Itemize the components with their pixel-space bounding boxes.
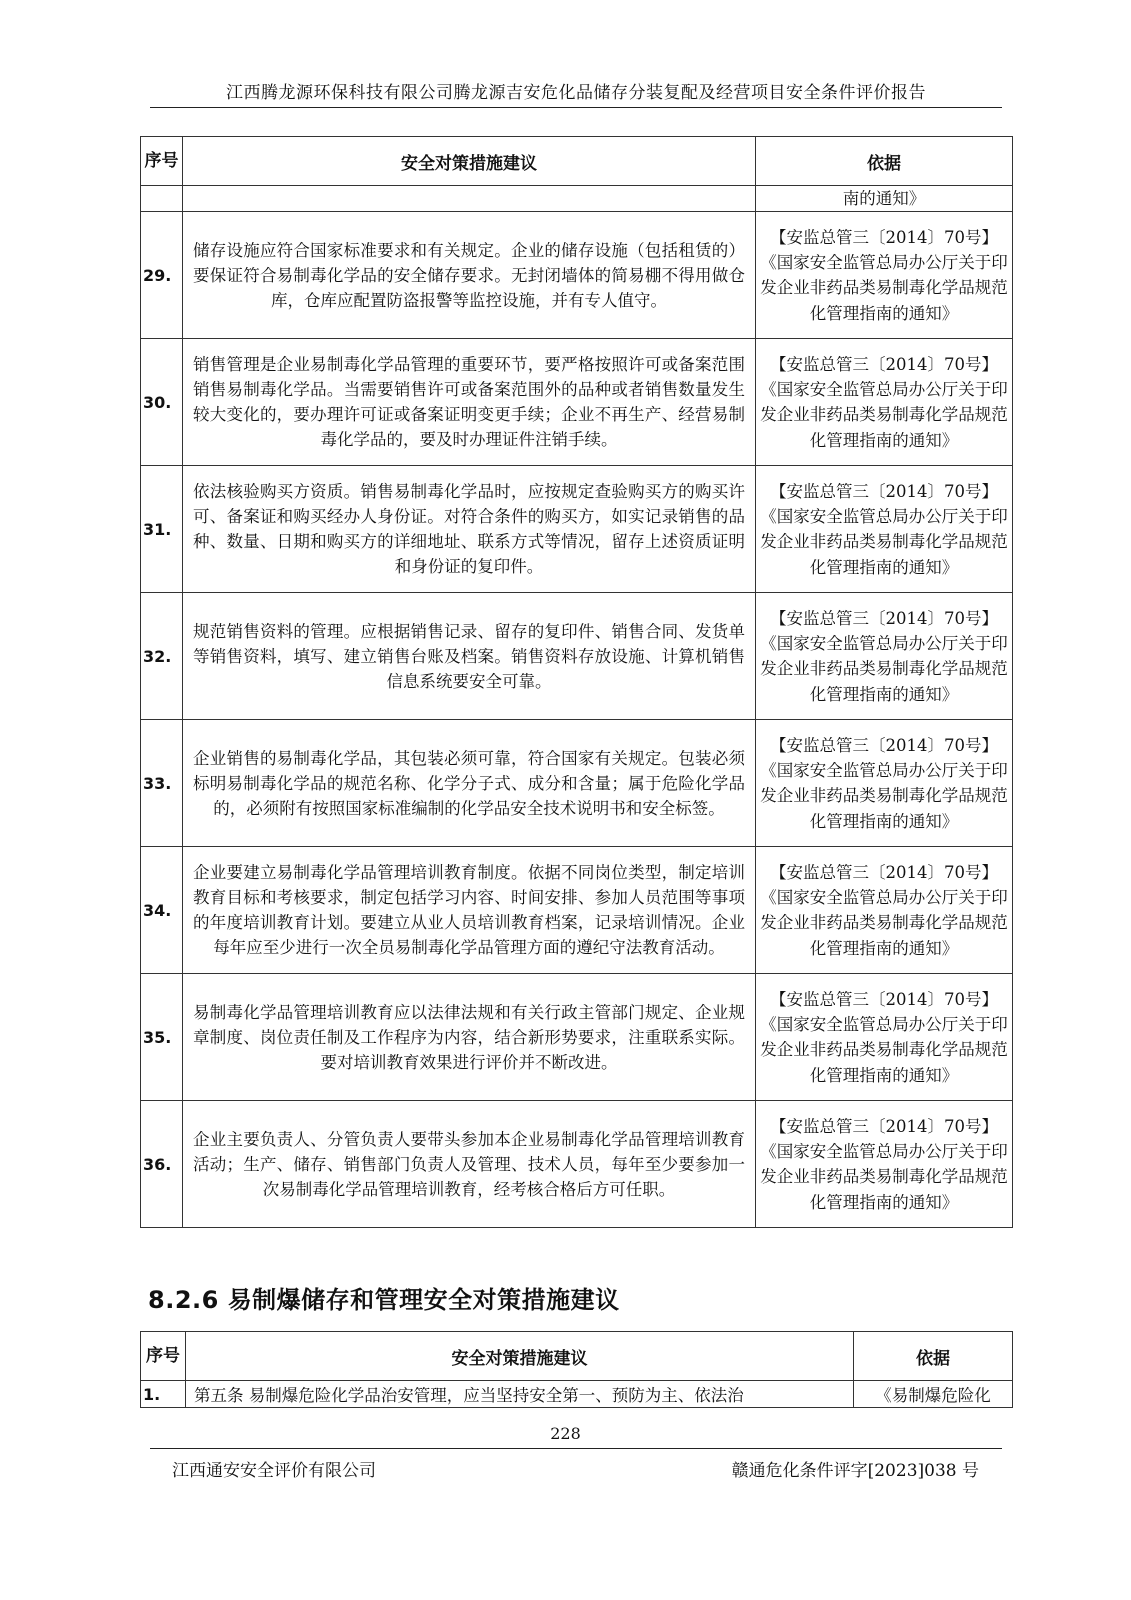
table-row [141, 847, 1013, 974]
footer-company: 江西通安安全评价有限公司 [172, 1461, 376, 1481]
row-measure: 第五条 易制爆危险化学品治安管理，应当坚持安全第一、预防为主、依法治 [186, 1381, 854, 1408]
table-header-row [141, 1332, 1013, 1381]
row-basis: 【安监总管三〔2014〕70号】《国家安全监管总局办公厅关于印发企业非药品类易制毒化学品规范化管理指南的通知》 [756, 1101, 1013, 1228]
table-row [141, 974, 1013, 1101]
table-header-row [141, 137, 1013, 186]
row-measure: 企业要建立易制毒化学品管理培训教育制度。依据不同岗位类型，制定培训教育目标和考核要求，制定包括学习内容、时间安排、参加人员范围等事项的年度培训教育计划。要建立从业人员培训教育档案，记录培训情况。企业每年应至少进行一次全员易制毒化学品管理方面的遵纪守法教育活动。 [183, 847, 756, 974]
row-basis: 【安监总管三〔2014〕70号】《国家安全监管总局办公厅关于印发企业非药品类易制毒化学品规范化管理指南的通知》 [756, 974, 1013, 1101]
header-divider [150, 107, 1002, 108]
row-basis: 【安监总管三〔2014〕70号】《国家安全监管总局办公厅关于印发企业非药品类易制毒化学品规范化管理指南的通知》 [756, 339, 1013, 466]
row-measure: 销售管理是企业易制毒化学品管理的重要环节，要严格按照许可或备案范围销售易制毒化学品。当需要销售许可或备案范围外的品种或者销售数量发生较大变化的，要办理许可证或备案证明变更手续；企业不再生产、经营易制毒化学品的，要及时办理证件注销手续。 [183, 339, 756, 466]
section-heading: 8.2.6 易制爆储存和管理安全对策措施建议 [148, 1286, 620, 1314]
row-basis: 【安监总管三〔2014〕70号】《国家安全监管总局办公厅关于印发企业非药品类易制毒化学品规范化管理指南的通知》 [756, 847, 1013, 974]
row-number: 30. [141, 339, 183, 466]
row-basis: 【安监总管三〔2014〕70号】《国家安全监管总局办公厅关于印发企业非药品类易制毒化学品规范化管理指南的通知》 [756, 466, 1013, 593]
row-basis: 【安监总管三〔2014〕70号】《国家安全监管总局办公厅关于印发企业非药品类易制毒化学品规范化管理指南的通知》 [756, 212, 1013, 339]
row-measure: 储存设施应符合国家标准要求和有关规定。企业的储存设施（包括租赁的）要保证符合易制毒化学品的安全储存要求。无封闭墙体的简易棚不得用做仓库，仓库应配置防盗报警等监控设施，并有专人值守。 [183, 212, 756, 339]
table-row [141, 720, 1013, 847]
column-header-basis: 依据 [854, 1332, 1013, 1381]
column-header-measure: 安全对策措施建议 [186, 1332, 854, 1381]
row-number: 33. [141, 720, 183, 847]
row-basis: 【安监总管三〔2014〕70号】《国家安全监管总局办公厅关于印发企业非药品类易制毒化学品规范化管理指南的通知》 [756, 593, 1013, 720]
row-number: 36. [141, 1101, 183, 1228]
table-row [141, 466, 1013, 593]
row-number: 29. [141, 212, 183, 339]
table-row [141, 1101, 1013, 1228]
table-row [141, 1381, 1013, 1408]
footer-report-number: 赣通危化条件评字[2023]038 号 [731, 1461, 979, 1481]
explosive-measures-table [140, 1331, 1013, 1408]
table-row [141, 212, 1013, 339]
table-row [141, 593, 1013, 720]
page-header-title: 江西腾龙源环保科技有限公司腾龙源吉安危化品储存分装复配及经营项目安全条件评价报告 [226, 83, 926, 103]
row-measure: 规范销售资料的管理。应根据销售记录、留存的复印件、销售合同、发货单等销售资料，填写、建立销售台账及档案。销售资料存放设施、计算机销售信息系统要安全可靠。 [183, 593, 756, 720]
measures-table-continued [140, 136, 1013, 1228]
row-basis: 《易制爆危险化 [854, 1381, 1013, 1408]
column-header-no: 序号 [141, 1332, 186, 1381]
row-number: 1. [141, 1381, 186, 1408]
column-header-measure: 安全对策措施建议 [183, 137, 756, 186]
footer-divider [150, 1448, 1002, 1449]
column-header-no: 序号 [141, 137, 183, 186]
column-header-basis: 依据 [756, 137, 1013, 186]
row-measure: 企业主要负责人、分管负责人要带头参加本企业易制毒化学品管理培训教育活动；生产、储存、销售部门负责人及管理、技术人员，每年至少要参加一次易制毒化学品管理培训教育，经考核合格后方可任职。 [183, 1101, 756, 1228]
table-row [141, 339, 1013, 466]
row-basis: 【安监总管三〔2014〕70号】《国家安全监管总局办公厅关于印发企业非药品类易制毒化学品规范化管理指南的通知》 [756, 720, 1013, 847]
row-number: 35. [141, 974, 183, 1101]
row-number: 31. [141, 466, 183, 593]
page-number: 228 [550, 1424, 581, 1443]
continuation-row [141, 186, 1013, 212]
row-number: 34. [141, 847, 183, 974]
continuation-basis: 南的通知》 [756, 186, 1013, 212]
row-measure: 企业销售的易制毒化学品，其包装必须可靠，符合国家有关规定。包装必须标明易制毒化学品的规范名称、化学分子式、成分和含量；属于危险化学品的，必须附有按照国家标准编制的化学品安全技术说明书和安全标签。 [183, 720, 756, 847]
row-number: 32. [141, 593, 183, 720]
row-measure: 易制毒化学品管理培训教育应以法律法规和有关行政主管部门规定、企业规章制度、岗位责任制及工作程序为内容，结合新形势要求，注重联系实际。要对培训教育效果进行评价并不断改进。 [183, 974, 756, 1101]
row-measure: 依法核验购买方资质。销售易制毒化学品时，应按规定查验购买方的购买许可、备案证和购买经办人身份证。对符合条件的购买方，如实记录销售的品种、数量、日期和购买方的详细地址、联系方式等情况，留存上述资质证明和身份证的复印件。 [183, 466, 756, 593]
